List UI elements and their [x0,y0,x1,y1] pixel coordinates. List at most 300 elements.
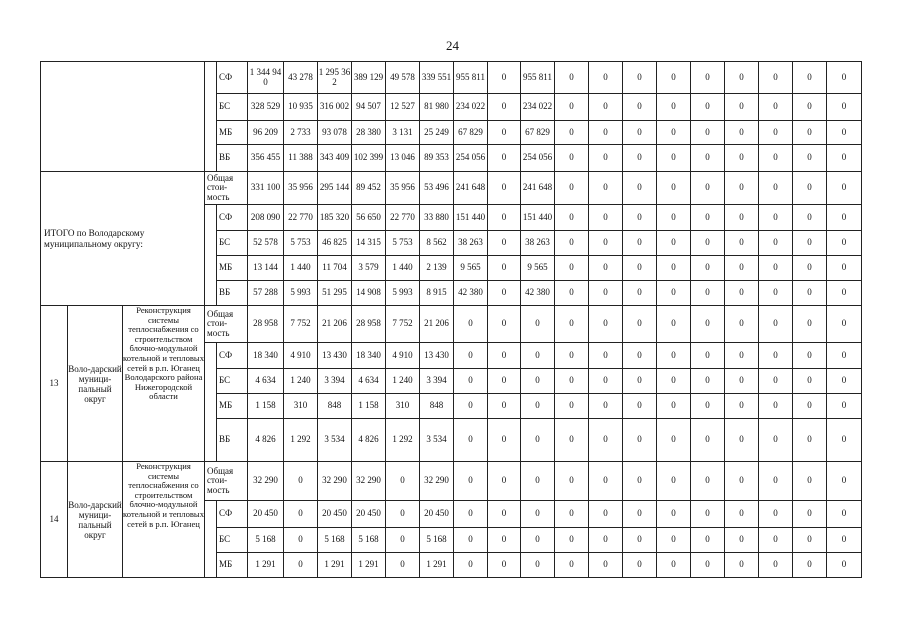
value-cell: 5 993 [284,281,318,306]
value-cell: 42 380 [521,281,555,306]
value-cell: 0 [759,462,793,501]
value-cell: 310 [284,394,318,419]
value-cell: 89 353 [420,145,454,172]
value-cell: 0 [691,256,725,281]
value-cell: 0 [623,462,657,501]
value-cell: 0 [657,462,691,501]
value-cell: 5 993 [386,281,420,306]
value-cell: 0 [725,343,759,369]
value-cell: 8 562 [420,231,454,256]
value-cell: 3 579 [352,256,386,281]
value-cell: 0 [488,62,521,94]
value-cell: 389 129 [352,62,386,94]
value-cell: 0 [691,528,725,553]
value-cell: 4 910 [284,343,318,369]
value-cell: 1 291 [318,553,352,578]
value-cell: 52 578 [248,231,284,256]
value-cell: 0 [454,501,488,528]
value-cell: 0 [827,462,862,501]
value-cell: 13 430 [318,343,352,369]
value-cell: 0 [725,419,759,462]
value-cell: 13 144 [248,256,284,281]
v-tom-chisle-cell [205,62,217,172]
value-cell: 0 [793,553,827,578]
value-cell: 0 [725,205,759,231]
value-cell: 0 [589,205,623,231]
value-cell: 0 [827,501,862,528]
value-cell: 0 [827,256,862,281]
value-cell: 14 908 [352,281,386,306]
value-cell: 0 [793,369,827,394]
value-cell: 0 [827,528,862,553]
value-cell: 0 [725,145,759,172]
value-cell: 14 315 [352,231,386,256]
value-cell: 0 [555,256,589,281]
value-cell: 0 [793,205,827,231]
value-cell: 94 507 [352,94,386,121]
value-cell: 0 [623,145,657,172]
value-cell: 0 [691,172,725,205]
value-cell: 0 [657,145,691,172]
value-cell: 96 209 [248,121,284,145]
value-cell: 3 131 [386,121,420,145]
value-cell: 0 [725,94,759,121]
value-cell: 0 [759,281,793,306]
value-cell: 0 [488,172,521,205]
value-cell: 0 [827,205,862,231]
v-tom-chisle-cell [205,501,217,578]
value-cell: 0 [793,281,827,306]
value-cell: 0 [589,394,623,419]
value-cell: 0 [521,528,555,553]
value-cell: 0 [759,501,793,528]
value-cell: 0 [691,281,725,306]
value-cell: 0 [725,62,759,94]
value-cell: 35 956 [284,172,318,205]
value-cell: 1 292 [386,419,420,462]
value-cell: 0 [657,281,691,306]
value-cell: 20 450 [318,501,352,528]
district-cell: Воло-дарский муници-пальный округ [68,462,123,578]
value-cell: 0 [691,419,725,462]
value-cell: 0 [657,172,691,205]
value-cell: 0 [725,231,759,256]
value-cell: 0 [454,553,488,578]
value-cell: 13 430 [420,343,454,369]
value-cell: 0 [521,462,555,501]
value-cell: 43 278 [284,62,318,94]
value-cell: 89 452 [352,172,386,205]
value-cell: 0 [691,394,725,419]
value-cell: 208 090 [248,205,284,231]
value-cell: 0 [488,501,521,528]
value-cell: 0 [589,94,623,121]
source-kind-cell: СФ [217,343,248,369]
value-cell: 22 770 [284,205,318,231]
value-cell: 49 578 [386,62,420,94]
value-cell: 0 [623,369,657,394]
value-cell: 1 158 [248,394,284,419]
value-cell: 5 168 [248,528,284,553]
value-cell: 0 [555,121,589,145]
value-cell: 0 [657,306,691,343]
value-cell: 0 [589,145,623,172]
value-cell: 0 [793,394,827,419]
value-cell: 28 958 [248,306,284,343]
value-cell: 67 829 [521,121,555,145]
value-cell: 0 [759,62,793,94]
value-cell: 0 [555,462,589,501]
value-cell: 1 291 [420,553,454,578]
value-cell: 0 [488,462,521,501]
source-kind-cell: БС [217,94,248,121]
page-number: 24 [446,38,459,53]
value-cell: 0 [386,528,420,553]
value-cell: 0 [623,121,657,145]
value-cell: 0 [725,172,759,205]
value-cell: 1 292 [284,419,318,462]
value-cell: 9 565 [521,256,555,281]
value-cell: 0 [657,256,691,281]
value-cell: 339 551 [420,62,454,94]
budget-table-container [40,61,862,578]
value-cell: 0 [589,419,623,462]
value-cell: 20 450 [248,501,284,528]
table-row [41,462,862,501]
value-cell: 3 394 [420,369,454,394]
row-number-cell: 13 [41,306,68,462]
value-cell: 1 344 940 [248,62,284,94]
value-cell: 0 [793,528,827,553]
value-cell: 0 [759,172,793,205]
value-cell: 151 440 [454,205,488,231]
value-cell: 0 [657,121,691,145]
value-cell: 0 [589,343,623,369]
value-cell: 0 [725,306,759,343]
value-cell: 0 [691,205,725,231]
value-cell: 0 [793,172,827,205]
table-row [41,62,862,94]
value-cell: 0 [488,256,521,281]
value-cell: 0 [488,343,521,369]
value-cell: 0 [691,306,725,343]
value-cell: 0 [623,172,657,205]
v-tom-chisle-cell [205,343,217,462]
value-cell: 0 [623,281,657,306]
source-kind-cell: СФ [217,205,248,231]
value-cell: 0 [827,94,862,121]
object-name-cell: Реконструкция системы теплоснабжения со строительством блочно-модульной котельной и тепловых сетей в р.п. Юганец Володарского района Нижегородской области [123,306,205,462]
value-cell: 0 [555,205,589,231]
total-cost-label: Общая стои-мость [205,462,248,501]
value-cell: 1 158 [352,394,386,419]
value-cell: 9 565 [454,256,488,281]
value-cell: 0 [488,419,521,462]
value-cell: 0 [827,231,862,256]
value-cell: 0 [555,343,589,369]
value-cell: 0 [691,462,725,501]
object-name-cell: Реконструкция системы теплоснабжения со строительством блочно-модульной котельной и тепловых сетей в р.п. Юганец [123,462,205,578]
value-cell: 0 [793,62,827,94]
value-cell: 1 291 [352,553,386,578]
value-cell: 10 935 [284,94,318,121]
value-cell: 0 [488,369,521,394]
value-cell: 0 [759,394,793,419]
value-cell: 0 [623,205,657,231]
value-cell: 0 [589,172,623,205]
value-cell: 0 [725,553,759,578]
value-cell: 0 [759,94,793,121]
value-cell: 0 [827,369,862,394]
value-cell: 0 [759,306,793,343]
value-cell: 11 388 [284,145,318,172]
value-cell: 0 [691,94,725,121]
value-cell: 13 046 [386,145,420,172]
value-cell: 0 [657,394,691,419]
source-kind-cell: ВБ [217,281,248,306]
value-cell: 316 002 [318,94,352,121]
value-cell: 0 [555,528,589,553]
value-cell: 0 [793,94,827,121]
source-kind-cell: МБ [217,256,248,281]
value-cell: 0 [521,553,555,578]
value-cell: 0 [623,528,657,553]
value-cell: 0 [691,62,725,94]
value-cell: 0 [488,231,521,256]
value-cell: 0 [589,501,623,528]
value-cell: 0 [759,256,793,281]
value-cell: 0 [623,501,657,528]
value-cell: 0 [725,281,759,306]
value-cell: 955 811 [521,62,555,94]
value-cell: 0 [589,369,623,394]
value-cell: 32 290 [248,462,284,501]
value-cell: 7 752 [284,306,318,343]
value-cell: 0 [623,62,657,94]
value-cell: 0 [725,528,759,553]
value-cell: 0 [725,462,759,501]
value-cell: 42 380 [454,281,488,306]
value-cell: 0 [555,369,589,394]
value-cell: 0 [555,419,589,462]
value-cell: 0 [589,462,623,501]
source-kind-cell: ВБ [217,419,248,462]
value-cell: 20 450 [352,501,386,528]
value-cell: 0 [691,145,725,172]
value-cell: 35 956 [386,172,420,205]
value-cell: 0 [521,343,555,369]
value-cell: 0 [284,501,318,528]
value-cell: 0 [759,343,793,369]
value-cell: 32 290 [352,462,386,501]
value-cell: 0 [589,121,623,145]
value-cell: 0 [488,528,521,553]
value-cell: 331 100 [248,172,284,205]
row-number-cell: 14 [41,462,68,578]
value-cell: 3 534 [318,419,352,462]
value-cell: 5 168 [318,528,352,553]
value-cell: 0 [725,501,759,528]
value-cell: 7 752 [386,306,420,343]
value-cell: 11 704 [318,256,352,281]
value-cell: 0 [725,256,759,281]
value-cell: 0 [759,145,793,172]
value-cell: 0 [555,501,589,528]
value-cell: 2 733 [284,121,318,145]
district-cell: Воло-дарский муници-пальный округ [68,306,123,462]
value-cell: 0 [555,394,589,419]
v-tom-chisle-cell [205,205,217,306]
value-cell: 0 [284,462,318,501]
value-cell: 0 [725,369,759,394]
value-cell: 234 022 [454,94,488,121]
source-kind-cell: СФ [217,62,248,94]
value-cell: 328 529 [248,94,284,121]
value-cell: 0 [521,419,555,462]
value-cell: 20 450 [420,501,454,528]
value-cell: 0 [827,172,862,205]
value-cell: 0 [793,231,827,256]
value-cell: 93 078 [318,121,352,145]
value-cell: 0 [827,306,862,343]
value-cell: 0 [793,419,827,462]
value-cell: 5 168 [420,528,454,553]
value-cell: 0 [589,231,623,256]
value-cell: 1 295 362 [318,62,352,94]
value-cell: 343 409 [318,145,352,172]
value-cell: 0 [488,306,521,343]
group-label-cell [41,62,205,172]
source-kind-cell: СФ [217,501,248,528]
value-cell: 4 634 [352,369,386,394]
value-cell: 28 380 [352,121,386,145]
table-row [41,172,862,205]
value-cell: 0 [657,528,691,553]
value-cell: 0 [454,528,488,553]
value-cell: 0 [555,231,589,256]
value-cell: 4 910 [386,343,420,369]
value-cell: 0 [657,205,691,231]
value-cell: 185 320 [318,205,352,231]
value-cell: 0 [589,62,623,94]
value-cell: 0 [555,306,589,343]
value-cell: 38 263 [521,231,555,256]
value-cell: 0 [657,62,691,94]
value-cell: 241 648 [521,172,555,205]
value-cell: 0 [589,281,623,306]
value-cell: 0 [623,94,657,121]
value-cell: 0 [386,462,420,501]
value-cell: 0 [488,94,521,121]
value-cell: 21 206 [318,306,352,343]
value-cell: 0 [488,281,521,306]
value-cell: 0 [691,231,725,256]
table-row [41,306,862,343]
value-cell: 0 [793,343,827,369]
value-cell: 0 [589,528,623,553]
value-cell: 0 [555,62,589,94]
source-kind-cell: БС [217,528,248,553]
value-cell: 0 [623,394,657,419]
value-cell: 1 440 [284,256,318,281]
value-cell: 0 [827,553,862,578]
value-cell: 0 [454,369,488,394]
source-kind-cell: МБ [217,394,248,419]
value-cell: 0 [725,394,759,419]
value-cell: 0 [589,306,623,343]
value-cell: 0 [386,553,420,578]
value-cell: 1 291 [248,553,284,578]
total-label-cell: ИТОГО по Володарскому муниципальному округу: [41,172,205,306]
value-cell: 0 [623,306,657,343]
value-cell: 0 [759,528,793,553]
total-cost-label: Общая стои-мость [205,306,248,343]
value-cell: 33 880 [420,205,454,231]
value-cell: 18 340 [248,343,284,369]
value-cell: 3 394 [318,369,352,394]
value-cell: 5 168 [352,528,386,553]
value-cell: 18 340 [352,343,386,369]
value-cell: 1 240 [284,369,318,394]
value-cell: 0 [657,94,691,121]
value-cell: 8 915 [420,281,454,306]
value-cell: 0 [759,369,793,394]
value-cell: 848 [420,394,454,419]
value-cell: 1 240 [386,369,420,394]
value-cell: 0 [759,205,793,231]
source-kind-cell: МБ [217,121,248,145]
value-cell: 0 [827,145,862,172]
value-cell: 0 [657,343,691,369]
value-cell: 0 [657,553,691,578]
value-cell: 0 [521,369,555,394]
value-cell: 0 [623,553,657,578]
value-cell: 0 [793,462,827,501]
value-cell: 0 [454,394,488,419]
value-cell: 0 [793,121,827,145]
value-cell: 0 [759,419,793,462]
value-cell: 22 770 [386,205,420,231]
value-cell: 81 980 [420,94,454,121]
value-cell: 0 [454,419,488,462]
total-cost-label: Общая стои-мость [205,172,248,205]
value-cell: 57 288 [248,281,284,306]
value-cell: 0 [488,121,521,145]
value-cell: 0 [657,419,691,462]
value-cell: 0 [521,394,555,419]
value-cell: 5 753 [386,231,420,256]
value-cell: 102 399 [352,145,386,172]
value-cell: 151 440 [521,205,555,231]
value-cell: 0 [488,394,521,419]
value-cell: 12 527 [386,94,420,121]
value-cell: 0 [691,343,725,369]
value-cell: 0 [827,62,862,94]
value-cell: 4 826 [352,419,386,462]
value-cell: 67 829 [454,121,488,145]
value-cell: 53 496 [420,172,454,205]
value-cell: 32 290 [420,462,454,501]
value-cell: 0 [793,306,827,343]
value-cell: 0 [691,501,725,528]
value-cell: 0 [488,145,521,172]
value-cell: 4 826 [248,419,284,462]
value-cell: 0 [793,145,827,172]
value-cell: 0 [759,553,793,578]
value-cell: 356 455 [248,145,284,172]
value-cell: 0 [793,501,827,528]
value-cell: 25 249 [420,121,454,145]
